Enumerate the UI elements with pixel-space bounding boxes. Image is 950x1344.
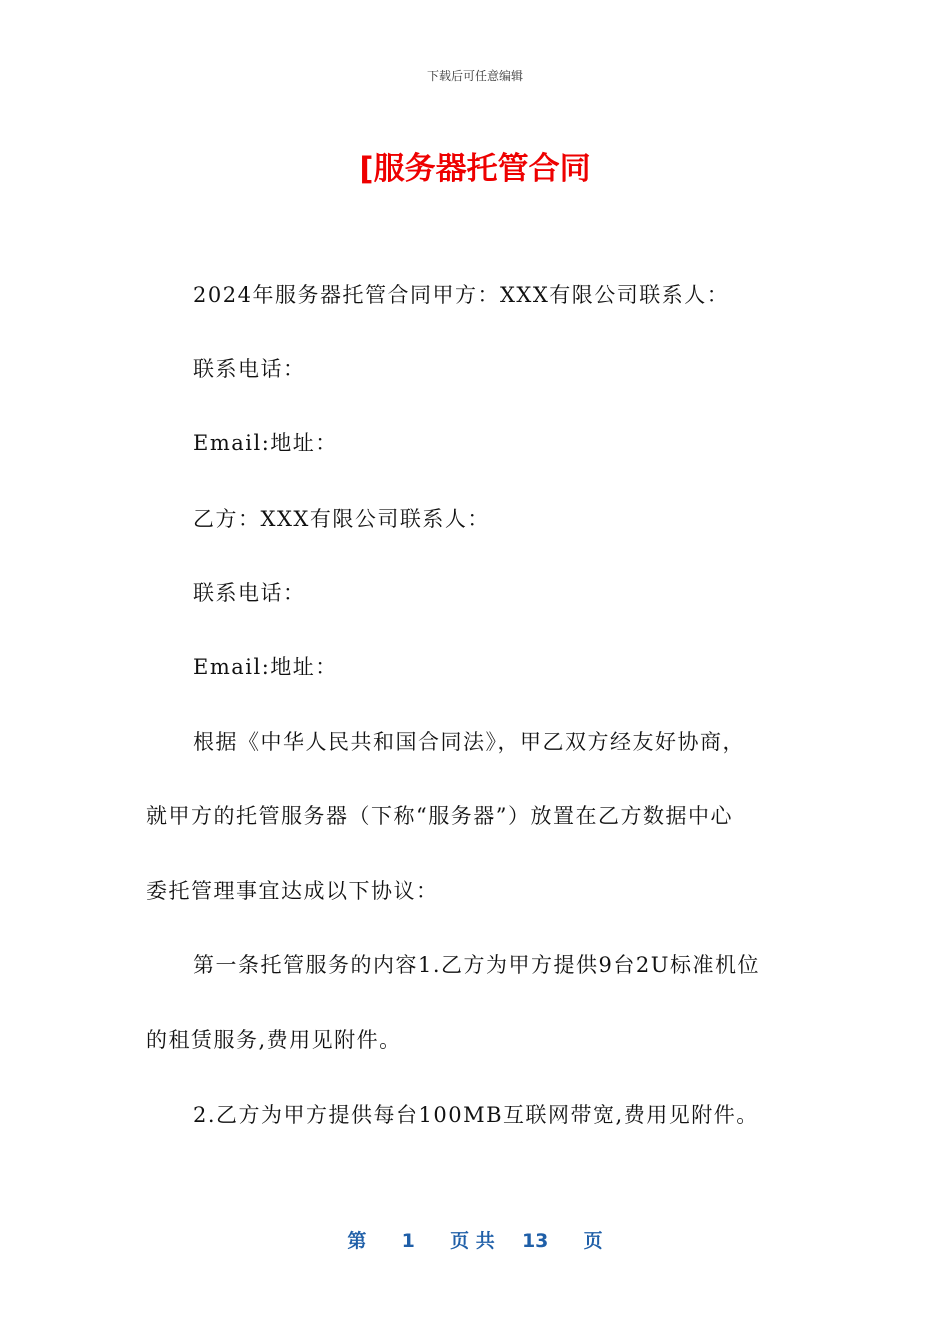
paragraph-line-7: 根据《中华人民共和国合同法》，甲乙双方经友好协商， xyxy=(193,730,745,754)
paragraph-line-8: 就甲方的托管服务器（下称“服务器”）放置在乙方数据中心 xyxy=(146,804,733,828)
paragraph-line-9: 委托管理事宜达成以下协议： xyxy=(146,879,439,903)
document-title: [服务器托管合同 xyxy=(359,151,591,187)
footer-mid: 页 共 xyxy=(450,1230,495,1252)
paragraph-line-4: 乙方：XXX有限公司联系人： xyxy=(193,507,490,531)
paragraph-line-2: 联系电话： xyxy=(193,357,306,381)
paragraph-line-12: 2.乙方为甲方提供每台100MB互联网带宽,费用见附件。 xyxy=(193,1103,759,1127)
paragraph-line-1: 2024年服务器托管合同甲方：XXX有限公司联系人： xyxy=(193,283,730,307)
paragraph-line-3: Email:地址： xyxy=(193,431,338,455)
header-note: 下载后可任意编辑 xyxy=(426,69,523,83)
footer-prefix: 第 xyxy=(347,1230,367,1252)
paragraph-line-10: 第一条托管服务的内容1.乙方为甲方提供9台2U标准机位 xyxy=(193,953,760,977)
footer-suffix: 页 xyxy=(583,1230,603,1252)
paragraph-line-11: 的租赁服务,费用见附件。 xyxy=(146,1028,402,1052)
paragraph-line-5: 联系电话： xyxy=(193,581,306,605)
footer-current-page: 1 xyxy=(401,1230,415,1252)
footer-total-pages: 13 xyxy=(521,1230,549,1252)
page-footer xyxy=(0,1226,950,1253)
paragraph-line-6: Email:地址： xyxy=(193,655,338,679)
